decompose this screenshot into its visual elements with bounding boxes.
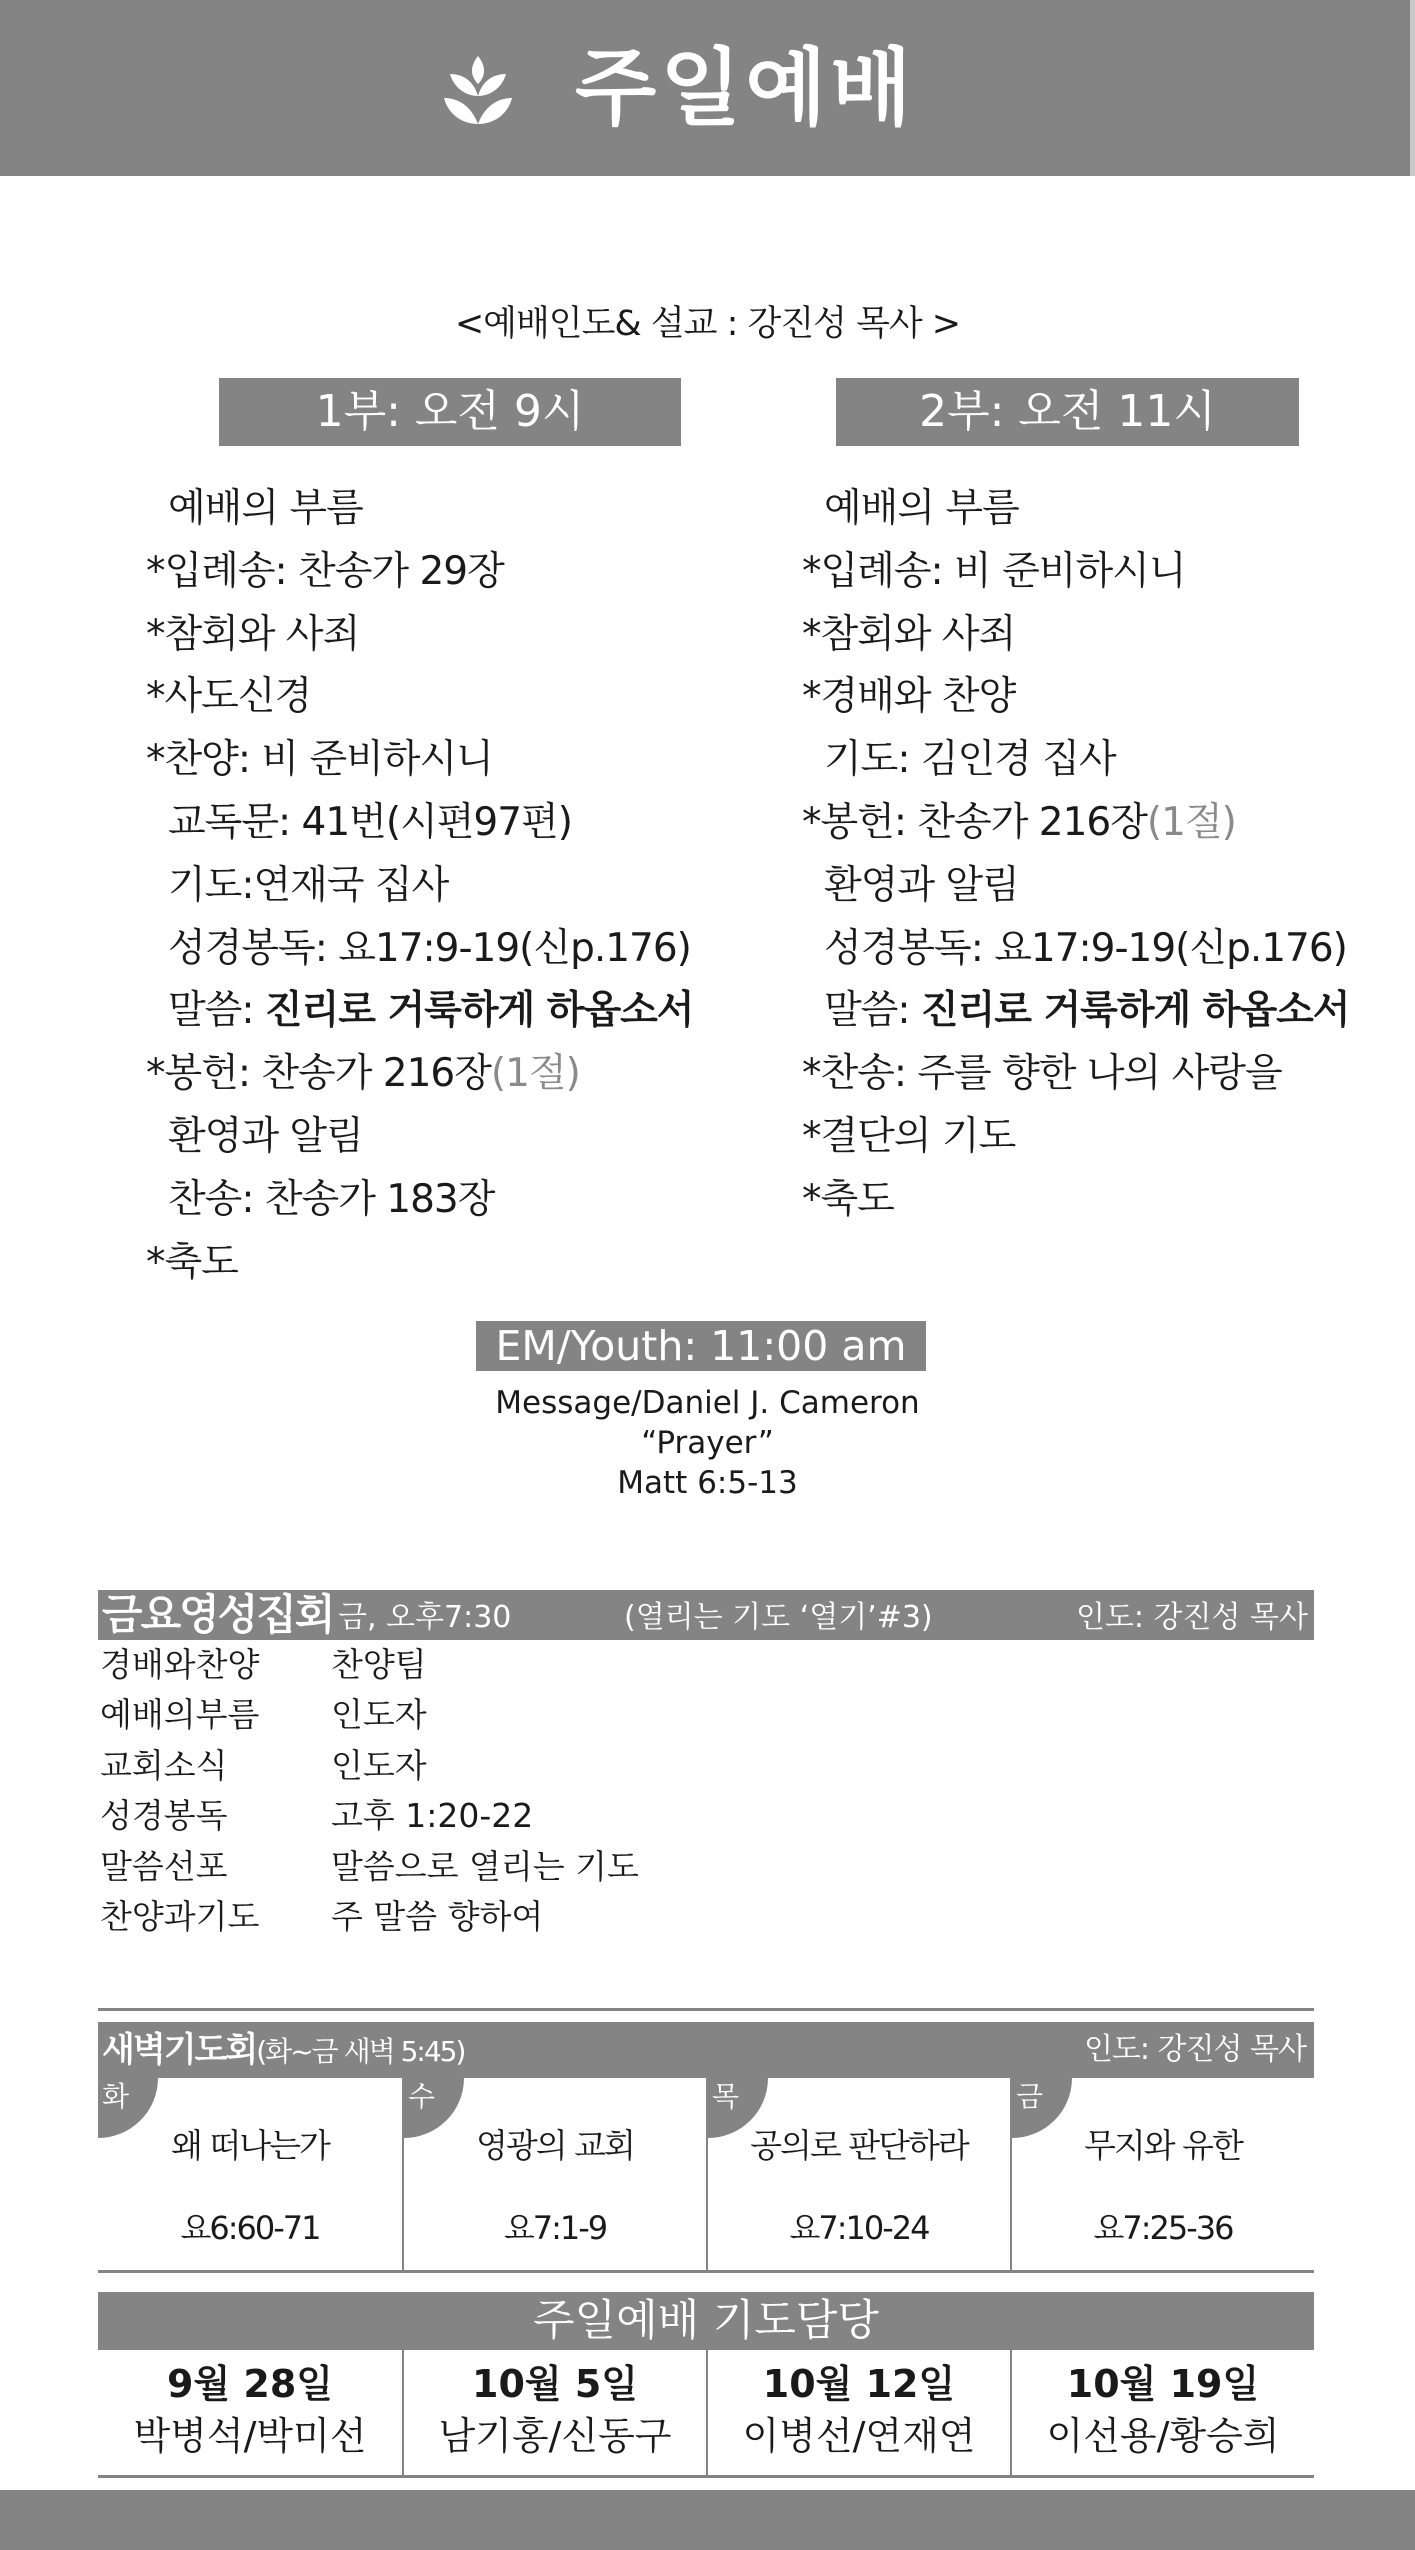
dawn-schedule [98, 2078, 1314, 2273]
friday-row [100, 1842, 639, 1892]
prayer-duty-heading: 주일예배 기도담당 [98, 2292, 1314, 2350]
dawn-prayer-bar [98, 2022, 1314, 2078]
dawn-bottom-rule [98, 2270, 1314, 2273]
order-item: 예배의 부름 [824, 486, 1019, 531]
day-label: 목 [712, 2080, 740, 2113]
em-sermon-title: “Prayer” [641, 1425, 774, 1461]
sermon-label: 말씀: [168, 988, 265, 1034]
friday-title: 금요영성집회 [102, 1590, 334, 1639]
dawn-sermon-title: 왜 떠나는가 [171, 2126, 329, 2165]
order-item: 기도:연재국 집사 [168, 862, 449, 908]
em-youth-details [0, 1383, 1415, 1503]
friday-row [100, 1741, 639, 1791]
sermon-title: 진리로 거룩하게 하옵소서 [264, 988, 694, 1034]
friday-row-label: 찬양과기도 [100, 1896, 260, 1936]
day-label: 수 [408, 2080, 436, 2113]
sermon-title: 진리로 거룩하게 하옵소서 [920, 988, 1350, 1034]
friday-row-label: 교회소식 [100, 1745, 228, 1785]
order-item: *입례송: 비 준비하시니 [802, 548, 1186, 594]
sermon-label: 말씀: [824, 988, 921, 1034]
order-item: 예배의 부름 [168, 486, 363, 531]
footer-bar [0, 2490, 1415, 2550]
order-item: 성경봉독: 요17:9-19(신p.176) [824, 925, 1347, 971]
dawn-title-group [102, 2022, 464, 2084]
dawn-day-cell [706, 2078, 1010, 2273]
dawn-sermon-title: 공의로 판단하라 [750, 2126, 968, 2165]
order-item-sermon [802, 980, 1349, 1043]
order-item: 기도: 김인경 집사 [824, 737, 1116, 783]
friday-row-value: 고후 1:20-22 [331, 1796, 534, 1836]
friday-order [100, 1640, 639, 1942]
order-item: 환영과 알림 [824, 862, 1019, 908]
friday-time: 금, 오후7:30 [338, 1600, 512, 1635]
order-item: 환영과 알림 [168, 1113, 363, 1159]
friday-row-label: 예배의부름 [100, 1695, 260, 1735]
duty-names: 이선용/황승희 [1046, 2414, 1280, 2458]
duty-names: 남기홍/신동구 [438, 2414, 672, 2458]
dawn-title: 새벽기도회 [102, 2030, 257, 2070]
dawn-time: (화~금 새벽 5:45) [256, 2035, 465, 2068]
order-item [802, 792, 1349, 855]
order-item: *경배와 찬양 [802, 674, 1016, 720]
duty-date: 10월 19일 [1066, 2362, 1260, 2406]
duty-date: 10월 5일 [472, 2362, 638, 2406]
order-item: *입례송: 찬송가 29장 [146, 548, 504, 594]
duty-cell [402, 2350, 706, 2478]
order-item: 찬송: 찬송가 183장 [168, 1176, 495, 1222]
dawn-scripture: 요6:60-71 [180, 2209, 320, 2247]
friday-row-value: 주 말씀 향하여 [331, 1896, 544, 1936]
friday-row-label: 경배와찬양 [100, 1645, 260, 1684]
duty-date: 9월 28일 [167, 2362, 333, 2406]
dawn-sermon-title: 영광의 교회 [476, 2126, 634, 2165]
day-label: 금 [1016, 2080, 1044, 2113]
friday-theme: (열리는 기도 ‘열기’#3) [624, 1600, 933, 1635]
order-item: *참회와 사죄 [802, 611, 1016, 657]
friday-service-bar [98, 1590, 1314, 1640]
friday-row [100, 1640, 639, 1690]
page-title: 주일예배 [575, 39, 916, 137]
em-scripture: Matt 6:5-13 [617, 1465, 798, 1501]
friday-row-value: 말씀으로 열리는 기도 [331, 1846, 639, 1886]
dawn-day-cell [402, 2078, 706, 2273]
order-item: *축도 [146, 1239, 238, 1285]
friday-row-label: 성경봉독 [100, 1796, 228, 1836]
order-item: *사도신경 [146, 674, 312, 720]
friday-row-value: 인도자 [331, 1695, 427, 1735]
service-1-heading: 1부: 오전 9시 [219, 378, 681, 446]
friday-leader: 인도: 강진성 목사 [1075, 1600, 1308, 1635]
section-divider [98, 2008, 1314, 2011]
duty-cell [706, 2350, 1010, 2478]
friday-row-label: 말씀선포 [100, 1846, 228, 1886]
order-item: *결단의 기도 [802, 1113, 1016, 1159]
dawn-day-cell [98, 2078, 402, 2273]
duty-cell [98, 2350, 402, 2478]
offering-text: *봉헌: 찬송가 216장 [802, 799, 1147, 845]
prayer-duty-table [98, 2350, 1314, 2478]
duty-cell [1010, 2350, 1314, 2478]
verse-note: (1절) [1146, 799, 1236, 845]
header-edge [1410, 0, 1415, 176]
friday-row [100, 1791, 639, 1841]
verse-note: (1절) [490, 1051, 580, 1097]
day-label: 화 [102, 2080, 130, 2113]
order-item: *찬송: 주를 향한 나의 사랑을 [802, 1051, 1282, 1097]
service-2-order [802, 478, 1349, 1232]
order-item [146, 1043, 693, 1106]
worship-leader-line: <예배인도& 설교 : 강진성 목사 > [454, 304, 961, 344]
service-2-heading: 2부: 오전 11시 [836, 378, 1299, 446]
order-item: *참회와 사죄 [146, 611, 360, 657]
dawn-scripture: 요7:1-9 [503, 2209, 607, 2247]
order-item: 성경봉독: 요17:9-19(신p.176) [168, 925, 691, 971]
service-1-order [146, 478, 693, 1294]
dawn-day-cell [1010, 2078, 1314, 2273]
order-item: 교독문: 41번(시편97편) [168, 799, 572, 845]
duty-names: 박병석/박미선 [133, 2414, 367, 2458]
em-youth-heading: EM/Youth: 11:00 am [476, 1321, 926, 1371]
order-item: *찬양: 비 준비하시니 [146, 737, 493, 783]
dawn-scripture: 요7:25-36 [1093, 2209, 1233, 2247]
offering-text: *봉헌: 찬송가 216장 [146, 1051, 491, 1097]
friday-row [100, 1690, 639, 1740]
friday-row [100, 1892, 639, 1942]
dawn-leader: 인도: 강진성 목사 [1083, 2032, 1306, 2067]
dawn-sermon-title: 무지와 유한 [1084, 2126, 1242, 2165]
em-message-line: Message/Daniel J. Cameron [495, 1385, 920, 1421]
duty-bottom-rule [98, 2475, 1314, 2478]
flame-leaf-icon [440, 52, 516, 128]
friday-row-value: 인도자 [331, 1745, 427, 1785]
duty-names: 이병선/연재연 [742, 2414, 976, 2458]
dawn-scripture: 요7:10-24 [789, 2209, 929, 2247]
friday-row-value: 찬양팀 [331, 1645, 427, 1684]
order-item: *축도 [802, 1176, 894, 1222]
order-item-sermon [146, 980, 693, 1043]
duty-date: 10월 12일 [762, 2362, 956, 2406]
